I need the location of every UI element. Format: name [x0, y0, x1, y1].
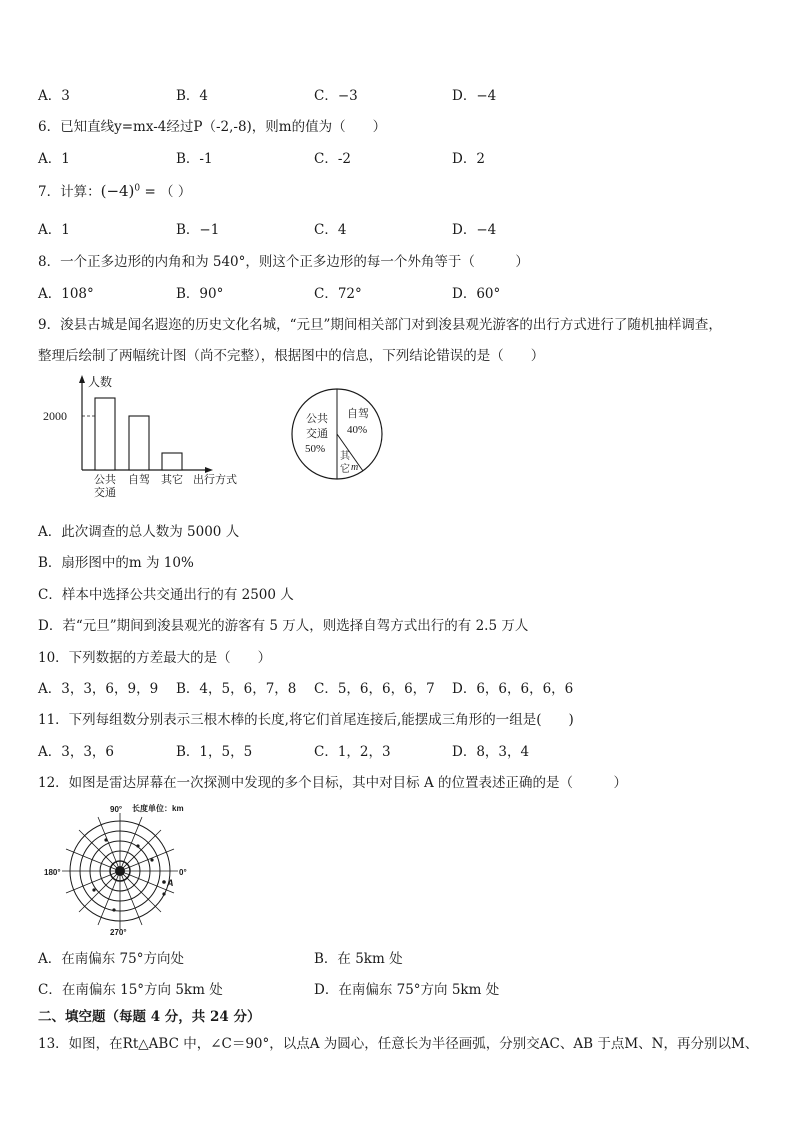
q6-option-a: A．1	[38, 151, 70, 167]
q8-option-d: D．60°	[452, 286, 501, 302]
q11-stem: 11．下列每组数分别表示三根木棒的长度,将它们首尾连接后,能摆成三角形的一组是( )	[38, 712, 574, 728]
bar-cat1-label-line2: 交通	[94, 487, 116, 499]
q11-options	[38, 740, 738, 760]
bar-self-drive	[129, 416, 149, 470]
section-heading-fill-in: 二、填空题（每题 4 分，共 24 分）	[38, 1009, 261, 1025]
q11-option-c: C．1，2，3	[314, 744, 391, 760]
bar-other	[162, 453, 182, 470]
pie-right-label: 自驾	[347, 408, 369, 420]
q12-option-a: A．在南偏东 75°方向处	[38, 951, 184, 967]
q7-stem-suffix: = （ ）	[140, 184, 192, 200]
q9-option-c: C．样本中选择公共交通出行的有 2500 人	[38, 587, 294, 603]
pie-small-label-line2: 它	[340, 464, 350, 475]
q8-option-a: A．108°	[38, 286, 94, 302]
radar-label-90: 90°	[110, 805, 123, 814]
q9-stem-line2: 整理后绘制了两幅统计图（尚不完整），根据图中的信息，下列结论错误的是（ ）	[38, 348, 545, 364]
q11-option-b: B．1，5，5	[176, 744, 253, 760]
q9-option-d: D．若“元旦”期间到浚县观光的游客有 5 万人，则选择自驾方式出行的有 2.5 万人	[38, 618, 529, 634]
q8-options	[38, 282, 738, 302]
q12-options-row2	[38, 978, 738, 998]
q7-option-d: D．−4	[452, 222, 497, 238]
q7-option-b: B．−1	[176, 222, 220, 238]
q7-base: (−4)	[100, 182, 135, 200]
bar-chart-y-tick: 2000	[43, 409, 67, 423]
q12-option-d: D．在南偏东 75°方向 5km 处	[314, 982, 500, 998]
q5-options	[38, 84, 738, 104]
q7-option-a: A．1	[38, 222, 70, 238]
q9-option-a: A．此次调查的总人数为 5000 人	[38, 524, 240, 540]
q10-stem: 10．下列数据的方差最大的是（ ）	[38, 650, 272, 666]
q13-stem: 13．如图，在Rt△ABC 中，∠C＝90°，以点A 为圆心，任意长为半径画弧，分别交AC、AB 于点M、N，再分别以M、	[38, 1036, 759, 1052]
pie-small-percent: m	[351, 462, 359, 473]
pie-left-label-line1: 公共	[306, 413, 328, 425]
radar-spokes	[62, 813, 178, 929]
q6-option-c: C．-2	[314, 151, 351, 167]
q6-options	[38, 147, 738, 167]
bar-cat3-label: 其它	[161, 474, 183, 486]
q11-option-d: D．8，3，4	[452, 744, 530, 760]
q5-option-d: D．−4	[452, 88, 497, 104]
q8-stem: 8．一个正多边形的内角和为 540°，则这个正多边形的每一个外角等于（ ）	[38, 254, 529, 270]
q9-pie-chart	[289, 386, 389, 486]
q9-bar-chart	[40, 372, 260, 502]
q12-radar-figure	[42, 800, 202, 936]
q6-option-d: D．2	[452, 151, 485, 167]
bar-chart-y-arrow	[79, 375, 85, 383]
q12-option-b: B．在 5km 处	[314, 951, 403, 967]
radar-label-a: A	[167, 878, 174, 888]
bar-cat2-label: 自驾	[128, 474, 150, 486]
q10-options	[38, 677, 738, 697]
radar-unit-label: 长度单位：km	[132, 804, 184, 813]
bar-chart-x-label: 出行方式	[193, 474, 237, 486]
bar-public-transport	[95, 398, 115, 470]
q10-option-d: D．6，6，6，6，6	[452, 681, 574, 697]
q10-option-a: A．3，3，6，9，9	[38, 681, 159, 697]
q12-option-c: C．在南偏东 15°方向 5km 处	[38, 982, 223, 998]
q11-option-a: A．3，3，6	[38, 744, 115, 760]
q5-option-b: B．4	[176, 88, 209, 104]
q12-stem: 12．如图是雷达屏幕在一次探测中发现的多个目标，其中对目标 A 的位置表述正确的是（ ）	[38, 775, 628, 791]
pie-left-percent: 50%	[305, 443, 326, 455]
q6-option-b: B．-1	[176, 151, 213, 167]
q7-stem	[38, 180, 191, 200]
q7-stem-prefix: 7．计算：	[38, 184, 101, 200]
pie-small-label-line1: 其	[340, 451, 350, 462]
pie-right-percent: 40%	[347, 424, 368, 436]
q5-option-a: A．3	[38, 88, 70, 104]
q12-options-row1	[38, 947, 738, 967]
pie-left-label-line2: 交通	[306, 428, 328, 440]
bar-chart-y-label: 人数	[88, 375, 113, 389]
q7-option-c: C．4	[314, 222, 347, 238]
q6-stem: 6．已知直线y=mx-4经过P（-2,-8)，则m的值为（ ）	[38, 119, 387, 135]
q8-option-b: B．90°	[176, 286, 224, 302]
q10-option-b: B．4，5，6，7，8	[176, 681, 297, 697]
q7-options	[38, 218, 738, 238]
q10-option-c: C．5，6，6，6，7	[314, 681, 435, 697]
q9-option-b: B．扇形图中的m 为 10%	[38, 555, 194, 571]
radar-label-270: 270°	[110, 928, 127, 936]
radar-label-0: 0°	[179, 868, 187, 877]
q8-option-c: C．72°	[314, 286, 362, 302]
bar-cat1-label-line1: 公共	[94, 474, 116, 486]
q9-stem-line1: 9．浚县古城是闻名遐迩的历史文化名城，“元旦”期间相关部门对到浚县观光游客的出行方式进行了随机抽样调查，	[38, 317, 722, 333]
q5-option-c: C．−3	[314, 88, 358, 104]
radar-point-a-marker	[162, 880, 166, 884]
radar-label-180: 180°	[44, 868, 61, 877]
bar-chart-x-arrow	[205, 467, 213, 473]
q7-exponent: 0	[134, 183, 141, 194]
